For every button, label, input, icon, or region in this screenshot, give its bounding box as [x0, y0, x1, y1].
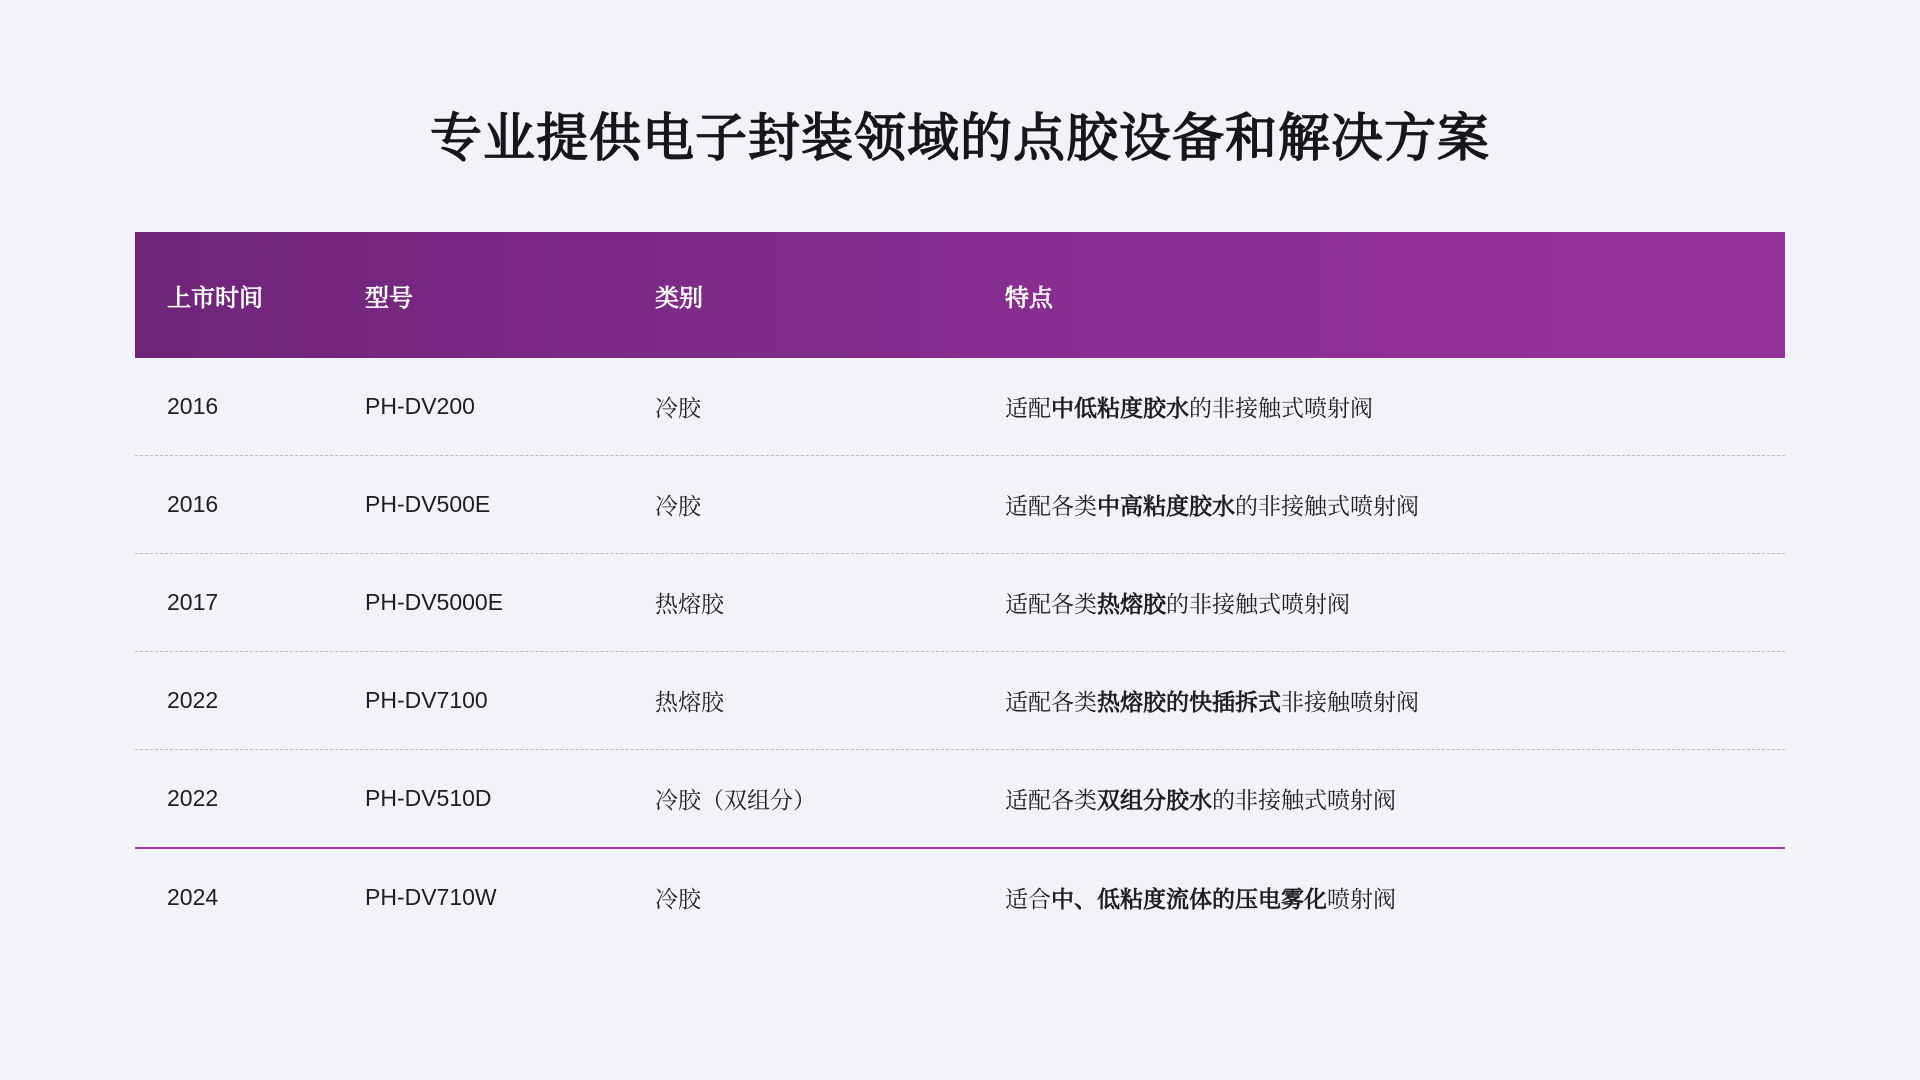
- table-row: [135, 554, 1785, 652]
- cell-year: 2022: [167, 687, 219, 714]
- table-row: [135, 358, 1785, 456]
- page-title: 专业提供电子封装领域的点胶设备和解决方案: [429, 110, 1490, 168]
- table-row: [135, 750, 1785, 847]
- column-header-feature: 特点: [1005, 284, 1053, 312]
- cell-year: 2016: [167, 393, 219, 420]
- cell-category: 热熔胶: [655, 591, 724, 618]
- cell-model: PH-DV710W: [365, 884, 497, 911]
- cell-year: 2017: [167, 589, 219, 616]
- table-row: [135, 652, 1785, 750]
- table-header-row: [135, 232, 1785, 358]
- cell-category: 冷胶: [655, 395, 701, 422]
- cell-category: 冷胶: [655, 493, 701, 520]
- product-table: [135, 232, 1785, 946]
- cell-feature: 适合中、低粘度流体的压电雾化喷射阀: [1005, 886, 1396, 913]
- cell-model: PH-DV200: [365, 393, 475, 420]
- table-row: [135, 847, 1785, 946]
- column-header-model: 型号: [365, 284, 413, 312]
- table-row: [135, 456, 1785, 554]
- column-header-launch-year: 上市时间: [167, 284, 263, 312]
- column-header-category: 类别: [655, 284, 703, 312]
- cell-feature: 适配各类双组分胶水的非接触式喷射阀: [1005, 787, 1396, 814]
- cell-category: 热熔胶: [655, 689, 724, 716]
- cell-year: 2022: [167, 785, 219, 812]
- cell-feature: 适配各类热熔胶的非接触式喷射阀: [1005, 591, 1350, 618]
- cell-year: 2016: [167, 491, 219, 518]
- cell-model: PH-DV510D: [365, 785, 492, 812]
- cell-category: 冷胶（双组分）: [655, 787, 816, 814]
- cell-category: 冷胶: [655, 886, 701, 913]
- cell-feature: 适配各类中高粘度胶水的非接触式喷射阀: [1005, 493, 1419, 520]
- cell-year: 2024: [167, 884, 219, 911]
- cell-model: PH-DV5000E: [365, 589, 504, 616]
- cell-feature: 适配中低粘度胶水的非接触式喷射阀: [1005, 395, 1373, 422]
- cell-model: PH-DV7100: [365, 687, 488, 714]
- cell-model: PH-DV500E: [365, 491, 491, 518]
- cell-feature: 适配各类热熔胶的快插拆式非接触喷射阀: [1005, 689, 1419, 716]
